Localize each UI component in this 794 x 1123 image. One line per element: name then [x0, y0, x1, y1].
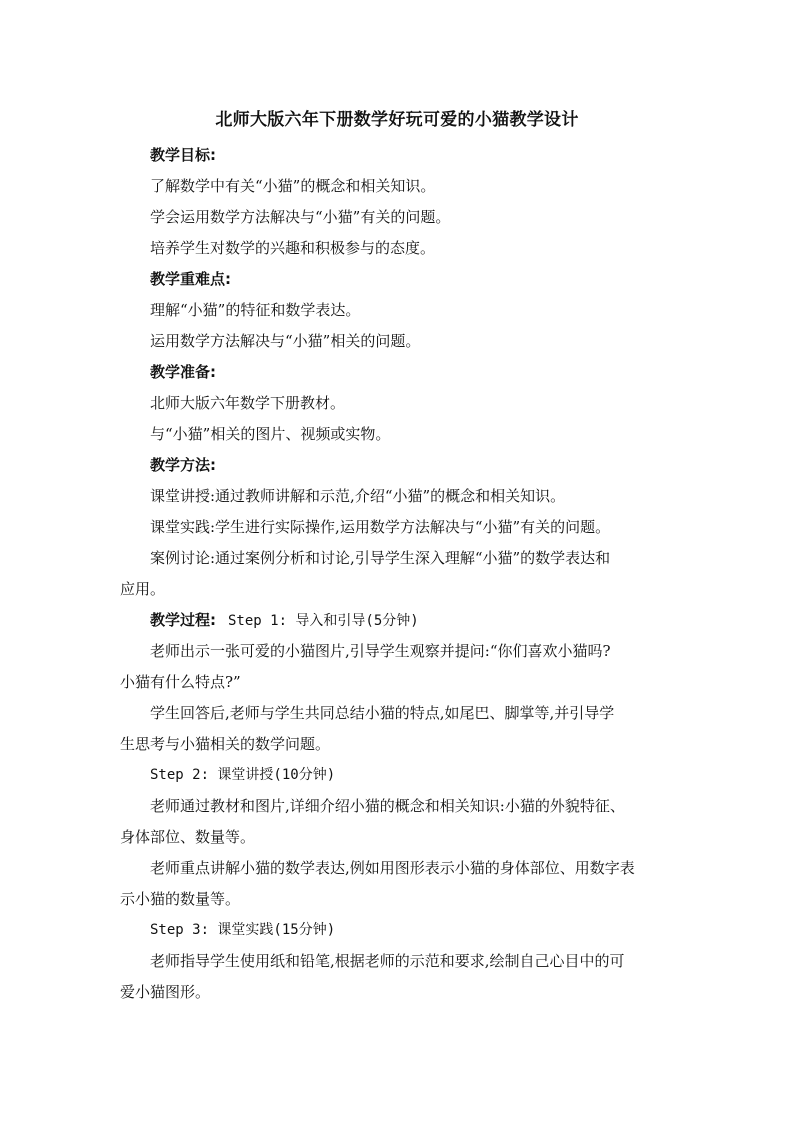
method-case-line: 案例讨论:通过案例分析和讨论,引导学生深入理解“小猫”的数学表达和 — [150, 549, 611, 567]
process-heading-line — [150, 610, 700, 631]
paragraph-line: 生思考与小猫相关的数学问题。 — [120, 735, 331, 753]
key-point-item: 运用数学方法解决与“小猫”相关的问题。 — [150, 332, 421, 350]
process-heading: 教学过程: — [150, 611, 216, 629]
goal-item: 学会运用数学方法解决与“小猫”有关的问题。 — [150, 208, 451, 226]
step1-label: Step 1: 导入和引导(5分钟) — [228, 613, 419, 629]
paragraph-line: 老师指导学生使用纸和铅笔,根据老师的示范和要求,绘制自己心目中的可 — [150, 952, 625, 970]
paragraph-line: 老师重点讲解小猫的数学表达,例如用图形表示小猫的身体部位、用数字表 — [150, 859, 635, 877]
paragraph-line: 小猫有什么特点?” — [120, 673, 241, 691]
paragraph-line: 老师出示一张可爱的小猫图片,引导学生观察并提问:“你们喜欢小猫吗? — [150, 642, 611, 660]
key-point-item: 理解“小猫”的特征和数学表达。 — [150, 301, 361, 319]
paragraph-line: 爱小猫图形。 — [120, 983, 211, 1001]
paragraph-line: 身体部位、数量等。 — [120, 828, 256, 846]
preparation-item: 北师大版六年数学下册教材。 — [150, 394, 346, 412]
key-points-heading: 教学重难点: — [150, 270, 231, 288]
paragraph-line: 学生回答后,老师与学生共同总结小猫的特点,如尾巴、脚掌等,并引导学 — [150, 704, 615, 722]
method-case-line: 应用。 — [120, 580, 166, 598]
document-title: 北师大版六年下册数学好玩可爱的小猫教学设计 — [215, 110, 579, 130]
paragraph-line: 示小猫的数量等。 — [120, 890, 241, 908]
step2-label: Step 2: 课堂讲授(10分钟) — [150, 767, 336, 783]
goals-heading: 教学目标: — [150, 146, 216, 164]
method-item: 课堂实践:学生进行实际操作,运用数学方法解决与“小猫”有关的问题。 — [150, 518, 611, 536]
paragraph-line: 老师通过教材和图片,详细介绍小猫的概念和相关知识:小猫的外貌特征、 — [150, 797, 625, 815]
preparation-heading: 教学准备: — [150, 363, 216, 381]
goal-item: 了解数学中有关“小猫”的概念和相关知识。 — [150, 177, 436, 195]
methods-heading: 教学方法: — [150, 456, 216, 474]
preparation-item: 与“小猫”相关的图片、视频或实物。 — [150, 425, 391, 443]
step3-label: Step 3: 课堂实践(15分钟) — [150, 922, 336, 938]
goal-item: 培养学生对数学的兴趣和积极参与的态度。 — [150, 239, 436, 257]
method-item: 课堂讲授:通过教师讲解和示范,介绍“小猫”的概念和相关知识。 — [150, 487, 566, 505]
